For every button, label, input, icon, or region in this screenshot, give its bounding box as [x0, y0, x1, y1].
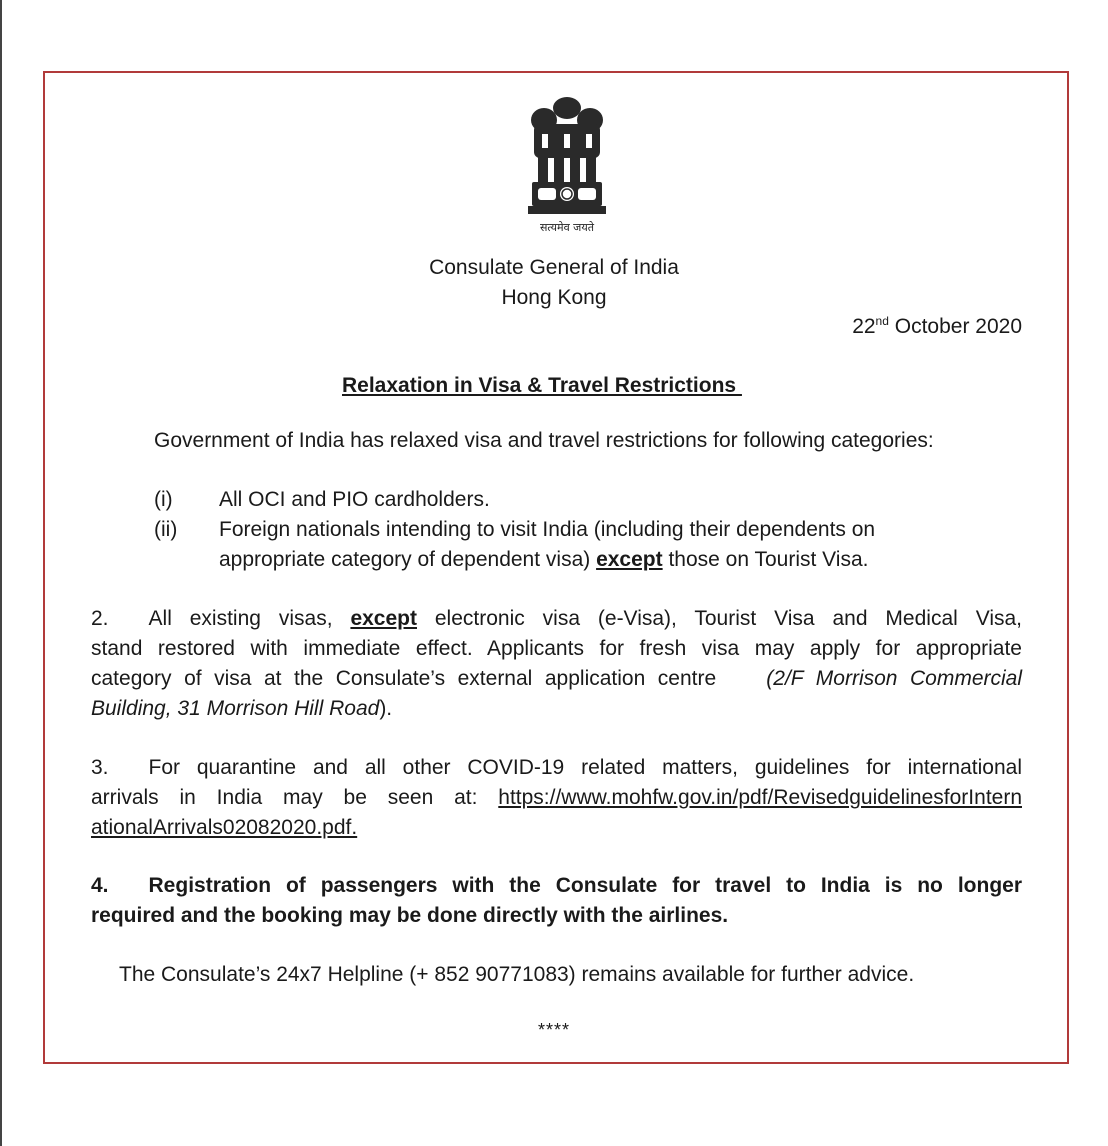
paragraph-3: 3. For quarantine and all other COVID-19 related matters, guidelines for international arrivals in India may be seen at: https://www.mohfw.gov.in/pdf/RevisedguidelinesforIntern ationalArrivals02082020.pdf. [91, 756, 1022, 839]
list-item: All OCI and PIO cardholders. [219, 488, 490, 511]
paragraph-4: 4. Registration of passengers with the Consulate for travel to India is no longer required and the booking may be done directly with the airlines. [91, 874, 1022, 927]
office-name: Consulate General of India [429, 256, 679, 279]
end-mark: **** [537, 1020, 571, 1040]
guidelines-link[interactable]: https://www.mohfw.gov.in/pdf/RevisedguidelinesforIntern [498, 786, 1022, 809]
list-item-continued: appropriate category of dependent visa) except those on Tourist Visa. [219, 548, 869, 571]
helpline-text: The Consulate’s 24x7 Helpline (+ 852 90771083) remains available for further advice. [119, 963, 915, 986]
office-city: Hong Kong [501, 286, 607, 309]
document-date: 22nd October 2020 [852, 314, 1022, 338]
guidelines-link-continued[interactable]: ationalArrivals02082020.pdf. [91, 816, 358, 839]
list-item: Foreign nationals intending to visit India (including their dependents on [219, 518, 876, 541]
emblem-motto: सत्यमेव जयते [539, 221, 594, 234]
intro-text: Government of India has relaxed visa and travel restrictions for following categories: [154, 429, 934, 452]
national-emblem-icon [522, 94, 612, 220]
document-title: Relaxation in Visa & Travel Restrictions [342, 374, 742, 397]
paragraph-2: 2. All existing visas, except electronic visa (e-Visa), Tourist Visa and Medical Visa, stand restored with immediate effect. Applicants for fresh visa may apply for appropriate category of visa at the Consulate’s external application centre (2/F Morrison Commercial Building, 31 Morrison Hill Road). [91, 607, 1023, 720]
page-edge [0, 0, 2, 1146]
list-item-number: (i) [154, 488, 173, 511]
list-item-number: (ii) [154, 518, 178, 541]
